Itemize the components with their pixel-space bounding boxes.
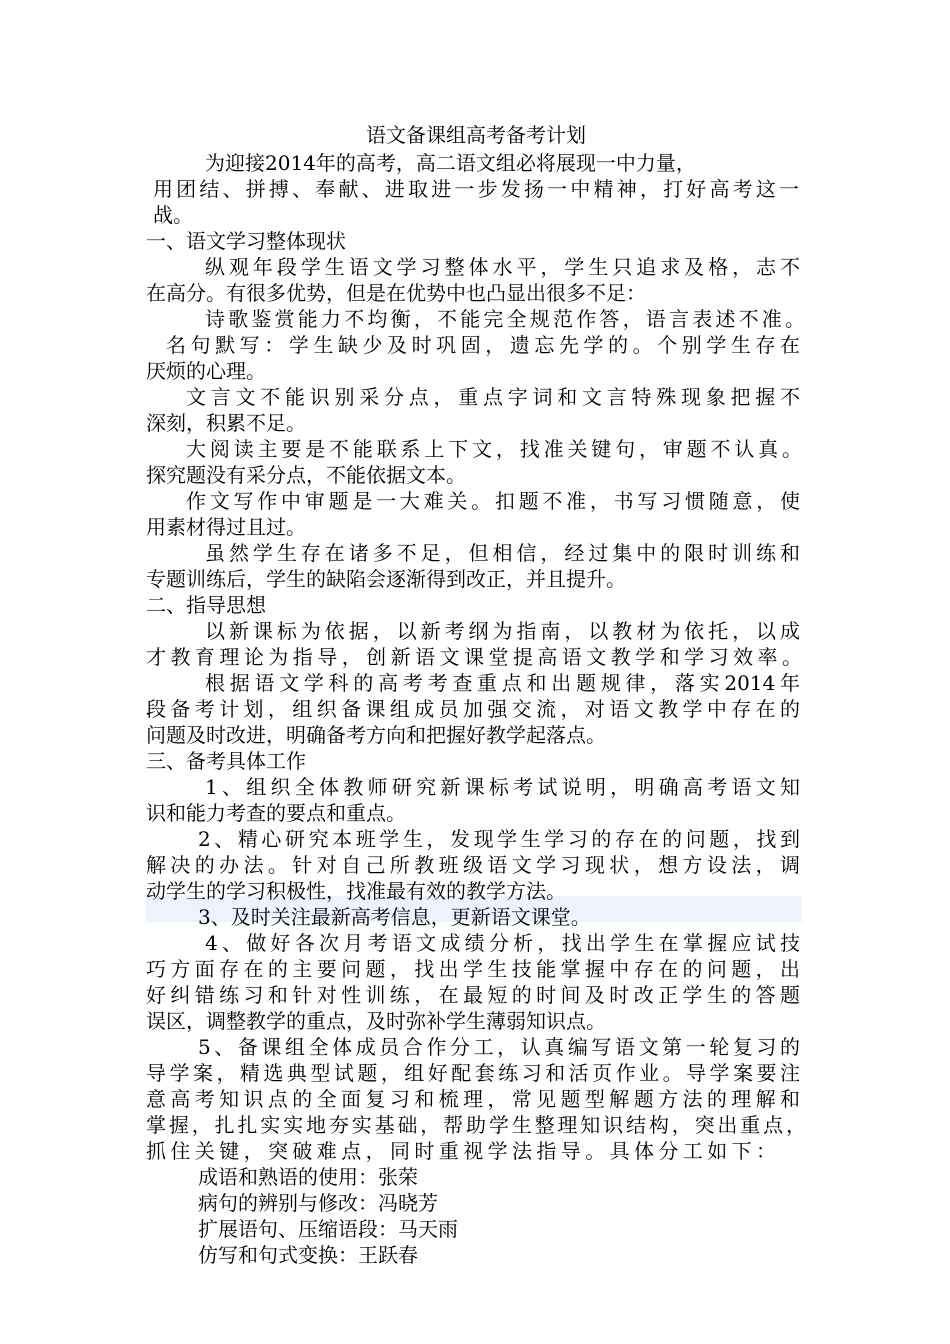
paragraph-line: 巧方面存在的主要问题，找出学生技能掌握中存在的问题，出 <box>146 957 800 981</box>
paragraph-line: 3、及时关注最新高考信息，更新语文课堂。 <box>198 905 591 929</box>
paragraph-line: 以新课标为依据，以新考纲为指南，以教材为依托，以成 <box>205 619 800 643</box>
paragraph-line: 用素材得过且过。 <box>146 515 306 539</box>
paragraph-line: 5、备课组全体成员合作分工，认真编写语文第一轮复习的 <box>198 1035 800 1059</box>
paragraph-line: 动学生的学习积极性，找准最有效的教学方法。 <box>146 879 566 903</box>
paragraph-line: 段备考计划，组织备课组成员加强交流，对语文教学中存在的 <box>146 697 800 721</box>
paragraph-line: 导学案，精选典型试题，组好配套练习和活页作业。导学案要注 <box>146 1061 800 1085</box>
paragraph-line: 在高分。有很多优势，但是在优势中也凸显出很多不足： <box>146 281 646 305</box>
paragraph-line: 文言文不能识别采分点，重点字词和文言特殊现象把握不 <box>186 385 800 409</box>
paragraph-line: 专题训练后，学生的缺陷会逐渐得到改正，并且提升。 <box>146 567 626 591</box>
paragraph-line: 深刻，积累不足。 <box>146 411 306 435</box>
paragraph-line: 2、精心研究本班学生，发现学生学习的存在的问题，找到 <box>198 827 800 851</box>
paragraph-line: 为迎接2014年的高考，高二语文组必将展现一中力量， <box>205 151 696 175</box>
paragraph-line: 才教育理论为指导，创新语文课堂提高语文教学和学习效率。 <box>146 645 802 669</box>
paragraph-line: 误区，调整教学的重点，及时弥补学生薄弱知识点。 <box>146 1009 606 1033</box>
paragraph-line: 问题及时改进，明确备考方向和把握好教学起落点。 <box>146 723 606 747</box>
assignment-item: 仿写和句式变换：王跃春 <box>198 1243 418 1267</box>
paragraph-line: 诗歌鉴赏能力不均衡，不能完全规范作答，语言表述不准。 <box>205 307 805 331</box>
paragraph-line: 解决的办法。针对自己所教班级语文学习现状，想方设法，调 <box>146 853 800 877</box>
section-heading: 三、备考具体工作 <box>146 749 306 773</box>
assignment-item: 成语和熟语的使用：张荣 <box>198 1165 418 1189</box>
section-heading: 一、语文学习整体现状 <box>146 229 346 253</box>
paragraph-line: 作文写作中审题是一大难关。扣题不准，书写习惯随意，使 <box>186 489 800 513</box>
paragraph-line: 抓住关键，突破难点，同时重视学法指导。具体分工如下： <box>146 1139 776 1163</box>
paragraph-line: 厌烦的心理。 <box>146 359 266 383</box>
paragraph-line: 纵观年段学生语文学习整体水平，学生只追求及格，志不 <box>205 255 800 279</box>
paragraph-line: 4、做好各次月考语文成绩分析，找出学生在掌握应试技 <box>205 931 800 955</box>
paragraph-line: 战。 <box>153 203 193 227</box>
paragraph-line: 识和能力考查的要点和重点。 <box>146 801 406 825</box>
paragraph-line: 探究题没有采分点，不能依据文本。 <box>146 463 466 487</box>
assignment-item: 扩展语句、压缩语段：马天雨 <box>198 1217 458 1241</box>
paragraph-line: 1、组织全体教师研究新课标考试说明，明确高考语文知 <box>205 775 800 799</box>
paragraph-line: 根据语文学科的高考考查重点和出题规律，落实2014年 <box>205 671 800 695</box>
section-heading: 二、指导思想 <box>146 593 266 617</box>
document-title: 语文备课组高考备考计划 <box>366 123 586 147</box>
paragraph-line: 意高考知识点的全面复习和梳理，常见题型解题方法的理解和 <box>146 1087 800 1111</box>
paragraph-line: 名句默写：学生缺少及时巩固，遗忘先学的。个别学生存在 <box>166 333 800 357</box>
paragraph-line: 虽然学生存在诸多不足，但相信，经过集中的限时训练和 <box>205 541 800 565</box>
paragraph-line: 好纠错练习和针对性训练，在最短的时间及时改正学生的答题 <box>146 983 800 1007</box>
paragraph-line: 大阅读主要是不能联系上下文，找准关键句，审题不认真。 <box>186 437 802 461</box>
assignment-item: 病句的辨别与修改：冯晓芳 <box>198 1191 438 1215</box>
paragraph-line: 掌握，扎扎实实地夯实基础，帮助学生整理知识结构，突出重点， <box>146 1113 806 1137</box>
paragraph-line: 用团结、拼搏、奉献、进取进一步发扬一中精神，打好高考这一 <box>153 177 799 201</box>
